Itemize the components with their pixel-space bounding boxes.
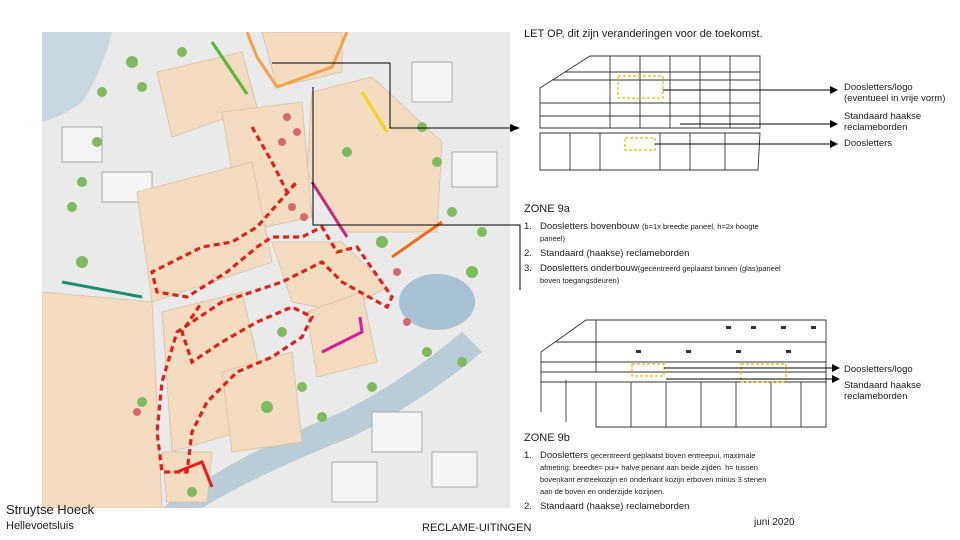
label-reclameborden-a: reclameborden xyxy=(844,122,908,133)
logo-box-b xyxy=(632,364,664,376)
logo-box-a xyxy=(618,76,663,98)
document-date: juni 2020 xyxy=(754,517,795,528)
letters-box-a xyxy=(625,138,655,150)
zone-9a-list xyxy=(524,221,784,290)
list-item: 3. Doosletters onderbouw(gecentreerd geplaatst binnen (glas)paneel boven toegangsdeuren) xyxy=(524,263,781,285)
label-reclameborden-b: reclameborden xyxy=(844,391,908,402)
building-sketch-zone-9b xyxy=(536,312,846,432)
label-vrije-vorm: (eventueel in vrije vorm) xyxy=(844,93,946,104)
label-haakse-b: Standaard haakse xyxy=(844,380,922,391)
zone-9b-list xyxy=(524,450,774,516)
list-item: 1. Doosletters bovenbouw (b=1x breedte paneel, h=2x hoogte paneel) xyxy=(524,221,759,243)
list-item: 2. Standaard (haakse) reclameborden xyxy=(524,248,690,259)
company-name: Struytse Hoeck xyxy=(6,502,95,517)
label-doosletters-logo-a: Doosletters/logo xyxy=(844,82,913,93)
list-item: 1. Doosletters gecentreerd geplaatst boven entreepui, maximale afmeting: breedte= pui+ halve penant aan beide zijden. h= tussen bovenkant entreekozijn en onderkant kozijn erboven minus 3 stenen aan de boven en onderzijde kozijnen. xyxy=(524,450,767,496)
building-sketch-zone-9a xyxy=(530,48,840,178)
zone-9a-title: ZONE 9a xyxy=(524,203,570,215)
future-note: LET OP, dit zijn veranderingen voor de toekomst. xyxy=(524,28,763,40)
list-item: 2. Standaard (haakse) reclameborden xyxy=(524,501,690,512)
zone-9b-title: ZONE 9b xyxy=(524,432,570,444)
city-name: Hellevoetsluis xyxy=(6,520,74,532)
document-title: RECLAME-UITINGEN xyxy=(422,522,532,534)
label-doosletters-logo-b: Doosletters/logo xyxy=(844,364,913,375)
label-doosletters-a: Doosletters xyxy=(844,138,893,149)
label-haakse-a: Standaard haakse xyxy=(844,111,922,122)
site-map xyxy=(42,32,510,508)
